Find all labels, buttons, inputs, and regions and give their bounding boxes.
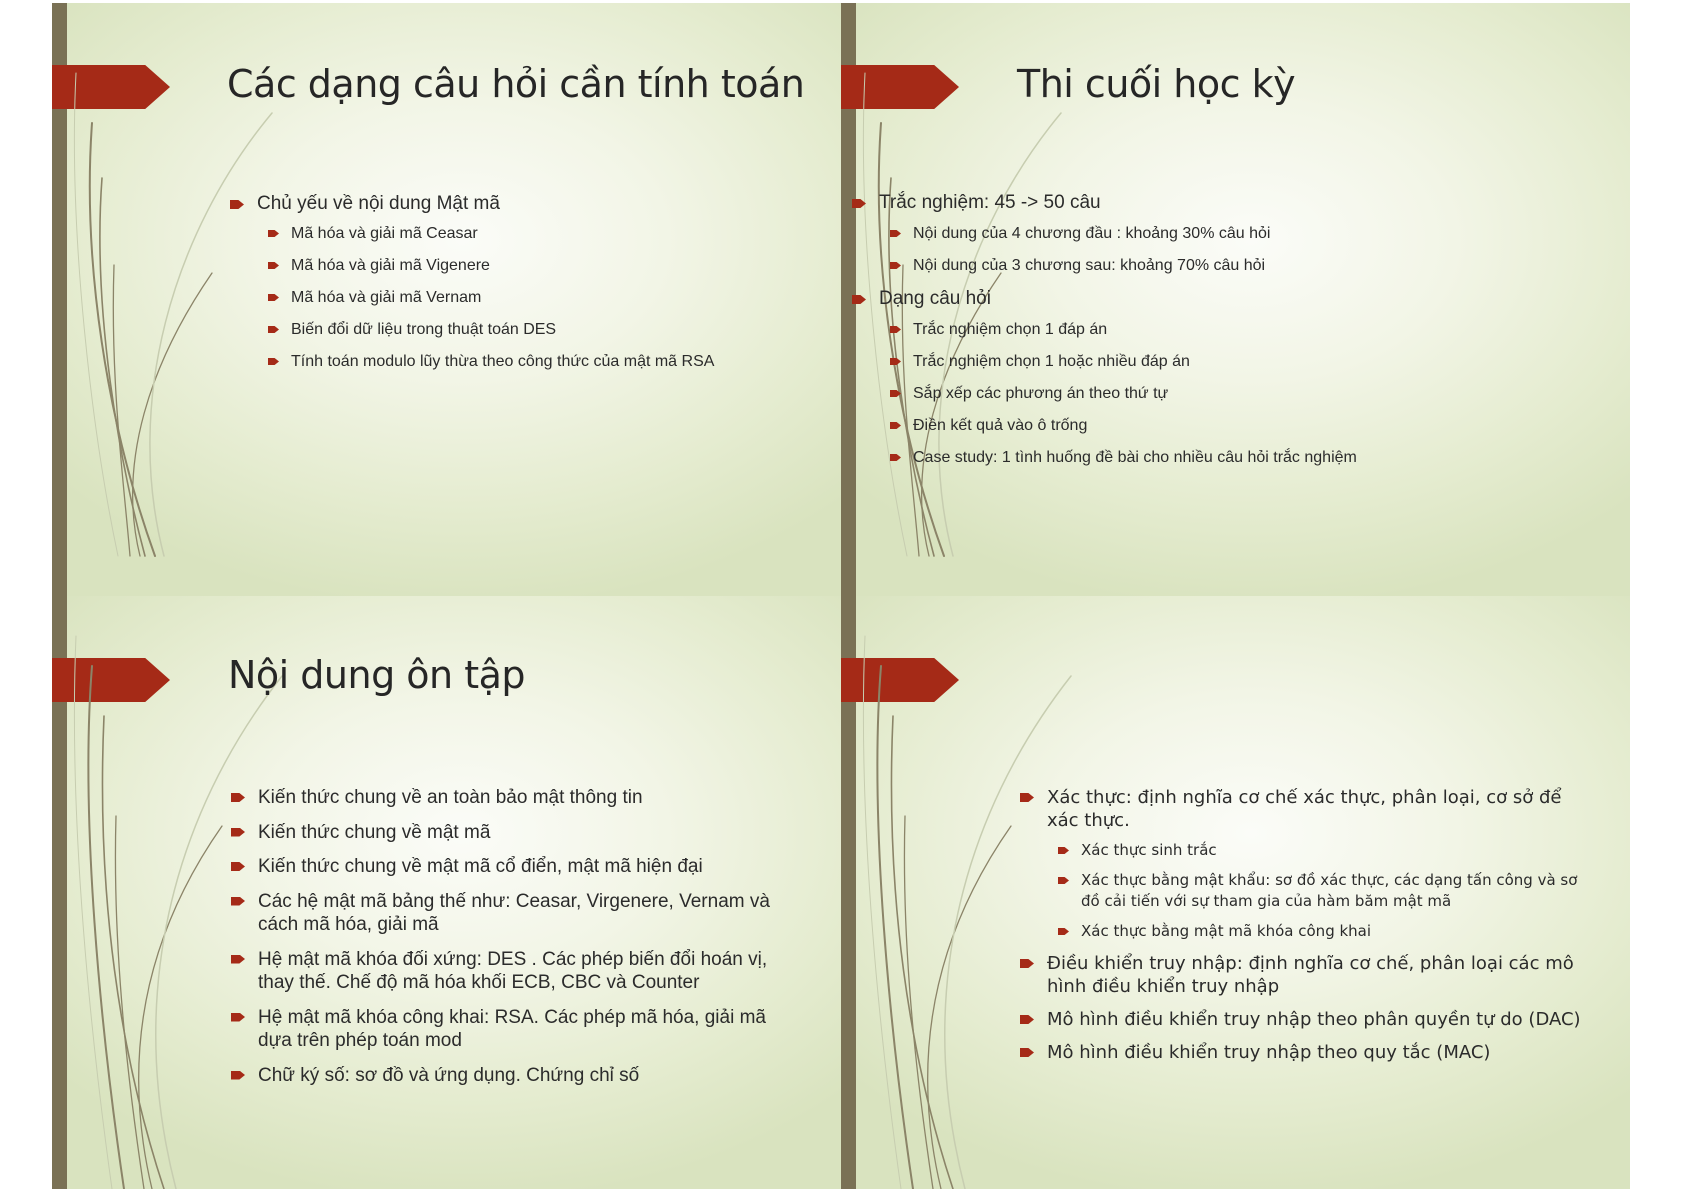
arrow-bullet-icon [890, 358, 901, 365]
sub-item [1081, 840, 1587, 861]
title-arrow-tag [52, 658, 170, 702]
sub-item-text: Biến đổi dữ liệu trong thuật toán DES [291, 321, 557, 338]
slide-3-bullets [258, 786, 798, 1098]
arrow-bullet-icon [890, 454, 901, 461]
list-item [257, 193, 797, 372]
arrow-bullet-icon [890, 422, 901, 429]
sub-item [291, 256, 797, 276]
sub-item-text: Case study: 1 tình huống đề bài cho nhiều câu hỏi trắc nghiệm [913, 449, 1357, 466]
arrow-bullet-icon [890, 326, 901, 333]
sub-item [913, 416, 1439, 436]
item-text: Chữ ký số: sơ đồ và ứng dụng. Chứng chỉ số [258, 1064, 640, 1086]
list-item [258, 821, 798, 845]
sub-item [913, 320, 1439, 340]
sub-list [879, 320, 1439, 468]
arrow-bullet-icon [1058, 928, 1069, 935]
slide-1-bullets [257, 193, 797, 384]
sub-item-text: Mã hóa và giải mã Vigenere [291, 257, 490, 274]
list-item [258, 855, 798, 879]
slide-1-title: Các dạng câu hỏi cần tính toán [227, 62, 805, 106]
item-text: Kiến thức chung về mật mã cổ điển, mật mã hiện đại [258, 856, 703, 877]
list-item [258, 1006, 798, 1053]
list-item [1047, 786, 1587, 942]
arrow-bullet-icon [1058, 877, 1069, 884]
item-text: Kiến thức chung về an toàn bảo mật thông tin [258, 787, 643, 808]
list-item [879, 192, 1439, 276]
list-item [879, 288, 1439, 468]
arrow-bullet-icon [268, 230, 279, 237]
list-item [258, 890, 798, 937]
sub-item-text: Xác thực bằng mật mã khóa công khai [1081, 922, 1372, 940]
sub-list [1047, 840, 1587, 942]
sub-item [1081, 870, 1587, 912]
sub-item-text: Xác thực bằng mật khẩu: sơ đồ xác thực, các dạng tấn công và sơ đồ cải tiến với sự tham gia của hàm băm mật mã [1081, 871, 1578, 910]
title-arrow-tag [841, 658, 959, 702]
arrow-bullet-icon [268, 262, 279, 269]
item-text: Hệ mật mã khóa đối xứng: DES . Các phép biến đổi hoán vị, thay thế. Chế độ mã hóa khối ECB, CBC và Counter [258, 948, 768, 993]
sub-item [913, 352, 1439, 372]
sub-item-text: Mã hóa và giải mã Vernam [291, 289, 482, 306]
item-text: Xác thực: định nghĩa cơ chế xác thực, phân loại, cơ sở để xác thực. [1047, 787, 1562, 831]
sub-item [1081, 921, 1587, 942]
item-text: Các hệ mật mã bảng thế như: Ceasar, Virgenere, Vernam và cách mã hóa, giải mã [258, 890, 770, 935]
item-text: Chủ yếu về nội dung Mật mã [257, 193, 500, 214]
list-item [1047, 1041, 1587, 1064]
arrow-bullet-icon [268, 326, 279, 333]
slide-2-title: Thi cuối học kỳ [1017, 62, 1296, 106]
item-text: Dạng câu hỏi [879, 288, 991, 309]
sub-item-text: Mã hóa và giải mã Ceasar [291, 225, 478, 242]
item-text: Trắc nghiệm: 45 -> 50 câu [879, 192, 1101, 213]
item-text: Mô hình điều khiển truy nhập theo phân quyền tự do (DAC) [1047, 1009, 1581, 1030]
sub-item-text: Trắc nghiệm chọn 1 đáp án [913, 321, 1108, 338]
sub-item [291, 320, 797, 340]
arrow-bullet-icon [268, 294, 279, 301]
arrow-bullet-icon [890, 230, 901, 237]
sub-item-text: Xác thực sinh trắc [1081, 841, 1217, 859]
slide-2-bullets [879, 192, 1439, 480]
sub-item [913, 448, 1439, 468]
list-item [258, 786, 798, 810]
arrow-bullet-icon [890, 262, 901, 269]
sub-item [291, 224, 797, 244]
arrow-bullet-icon [268, 358, 279, 365]
list-item [258, 948, 798, 995]
list-item [1047, 952, 1587, 998]
arrow-bullet-icon [890, 390, 901, 397]
item-text: Điều khiển truy nhập: định nghĩa cơ chế, phân loại các mô hình điều khiển truy nhập [1047, 953, 1574, 997]
item-text: Mô hình điều khiển truy nhập theo quy tắc (MAC) [1047, 1042, 1491, 1063]
sub-item [291, 288, 797, 308]
sub-item-text: Trắc nghiệm chọn 1 hoặc nhiều đáp án [913, 353, 1190, 370]
sub-item-text: Điền kết quả vào ô trống [913, 417, 1088, 434]
slide-3-title: Nội dung ôn tập [228, 653, 526, 697]
title-arrow-tag [841, 65, 959, 109]
sub-item [913, 224, 1439, 244]
title-arrow-tag [52, 65, 170, 109]
sub-list [257, 224, 797, 372]
sub-item-text: Nội dung của 3 chương sau: khoảng 70% câu hỏi [913, 257, 1266, 274]
list-item [1047, 1008, 1587, 1031]
sub-item [913, 256, 1439, 276]
sub-item-text: Nội dung của 4 chương đầu : khoảng 30% câu hỏi [913, 225, 1271, 242]
arrow-bullet-icon [1058, 847, 1069, 854]
slide-4-bullets [1047, 786, 1587, 1074]
list-item [258, 1064, 798, 1088]
item-text: Kiến thức chung về mật mã [258, 821, 491, 843]
sub-item [291, 352, 797, 372]
sub-list [879, 224, 1439, 276]
sub-item-text: Tính toán modulo lũy thừa theo công thức của mật mã RSA [291, 353, 715, 370]
item-text: Hệ mật mã khóa công khai: RSA. Các phép mã hóa, giải mã dựa trên phép toán mod [258, 1006, 766, 1051]
sub-item-text: Sắp xếp các phương án theo thứ tự [913, 385, 1169, 402]
sub-item [913, 384, 1439, 404]
